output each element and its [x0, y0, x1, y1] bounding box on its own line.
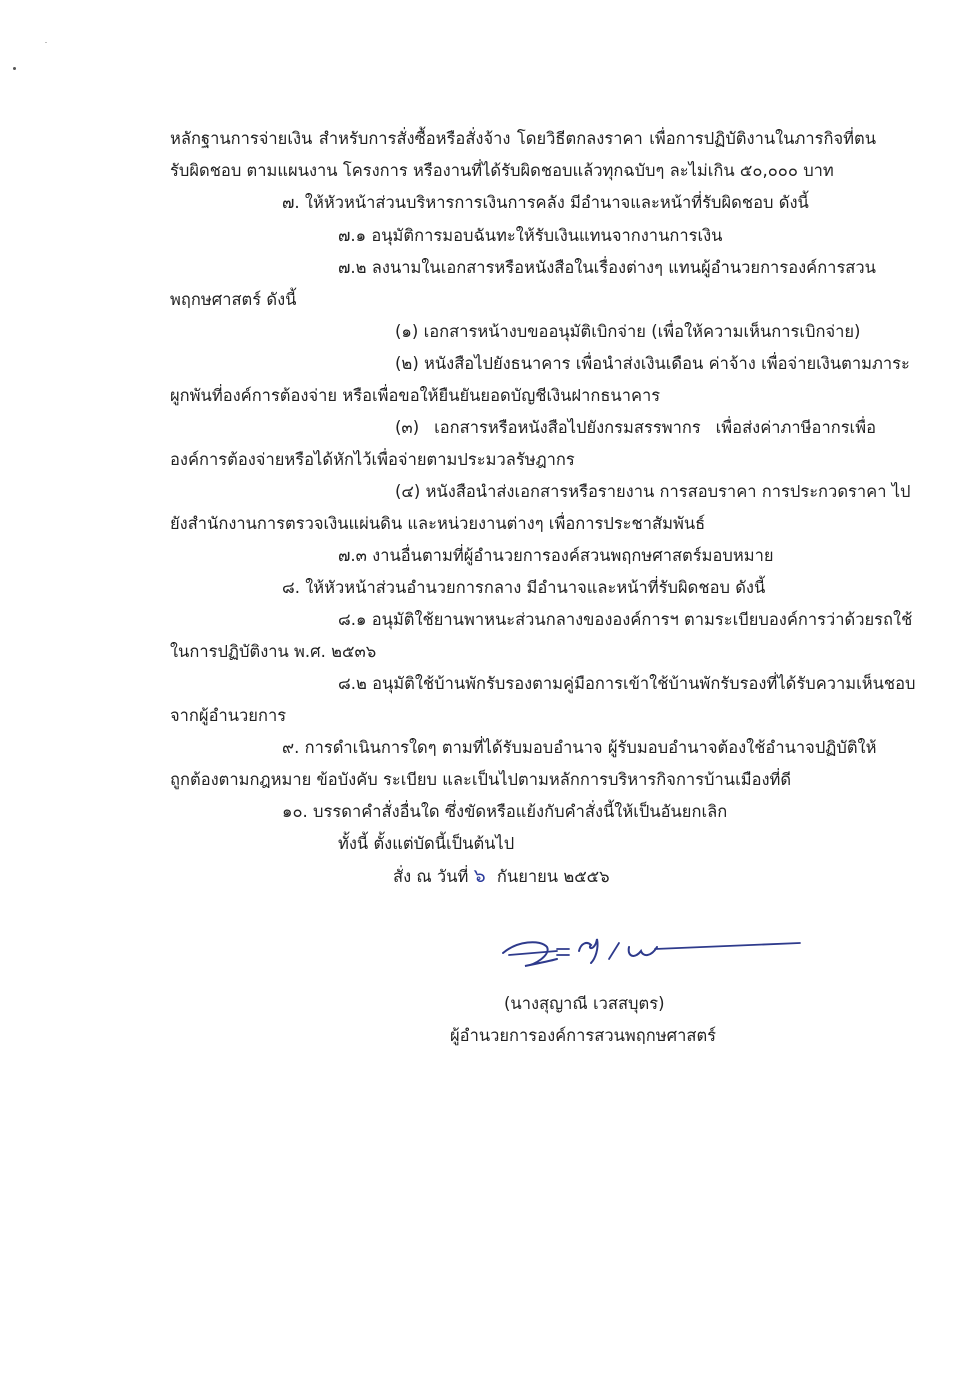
signatory-name: (นางสุญาณี เวสสบุตร) — [504, 994, 665, 1013]
signature-image — [495, 925, 805, 980]
paragraph-line: จากผู้อำนวยการ — [170, 706, 287, 725]
paragraph-line: พฤกษศาสตร์ ดังนี้ — [170, 290, 297, 309]
scan-speck — [13, 67, 16, 70]
date-month-year: กันยายน ๒๕๕๖ — [496, 867, 610, 886]
date-day-handwritten: ๖ — [473, 865, 486, 887]
clause-7-2-item-2: (๒) หนังสือไปยังธนาคาร เพื่อนำส่งเงินเดือน ค่าจ้าง เพื่อจ่ายเงินตามภาระ — [395, 354, 910, 373]
clause-10: ๑๐. บรรดาคำสั่งอื่นใด ซึ่งขัดหรือแย้งกับคำสั่งนี้ให้เป็นอันยกเลิก — [282, 802, 728, 821]
clause-8-2: ๘.๒ อนุมัติใช้บ้านพักรับรองตามคู่มือการเข้าใช้บ้านพักรับรองที่ได้รับความเห็นชอบ — [338, 674, 916, 693]
paragraph-line: ผูกพันที่องค์การต้องจ่าย หรือเพื่อขอให้ยืนยันยอดบัญชีเงินฝากธนาคาร — [170, 386, 661, 405]
scan-speck — [45, 42, 47, 43]
paragraph-line: องค์การต้องจ่ายหรือได้หักไว้เพื่อจ่ายตามประมวลรัษฎากร — [170, 450, 575, 469]
paragraph-line: ในการปฏิบัติงาน พ.ศ. ๒๕๓๖ — [170, 642, 377, 661]
paragraph-line: รับผิดชอบ ตามแผนงาน โครงการ หรืองานที่ได้รับผิดชอบแล้วทุกฉบับๆ ละไม่เกิน ๕๐,๐๐๐ บาท — [170, 161, 834, 180]
paragraph-line: ยังสำนักงานการตรวจเงินแผ่นดิน และหน่วยงานต่างๆ เพื่อการประชาสัมพันธ์ — [170, 514, 706, 533]
clause-7-3: ๗.๓ งานอื่นตามที่ผู้อำนวยการองค์สวนพฤกษศาสตร์มอบหมาย — [338, 546, 774, 565]
clause-7-1: ๗.๑ อนุมัติการมอบฉันทะให้รับเงินแทนจากงานการเงิน — [338, 226, 723, 245]
clause-9: ๙. การดำเนินการใดๆ ตามที่ได้รับมอบอำนาจ ผู้รับมอบอำนาจต้องใช้อำนาจปฏิบัติให้ — [282, 738, 877, 757]
paragraph-line: ถูกต้องตามกฎหมาย ข้อบังคับ ระเบียบ และเป็นไปตามหลักการบริหารกิจการบ้านเมืองที่ดี — [170, 770, 792, 789]
clause-8-heading: ๘. ให้หัวหน้าส่วนอำนวยการกลาง มีอำนาจและหน้าที่รับผิดชอบ ดังนี้ — [282, 578, 766, 597]
paragraph-line: หลักฐานการจ่ายเงิน สำหรับการสั่งซื้อหรือสั่งจ้าง โดยวิธีตกลงราคา เพื่อการปฏิบัติงานในภารกิจที่ตน — [170, 129, 876, 148]
clause-7-2: ๗.๒ ลงนามในเอกสารหรือหนังสือในเรื่องต่างๆ แทนผู้อำนวยการองค์การสวน — [338, 258, 876, 277]
clause-7-2-item-3: (๓) เอกสารหรือหนังสือไปยังกรมสรรพากร เพื่อส่งค่าภาษีอากรเพื่อ — [395, 418, 876, 437]
signatory-title: ผู้อำนวยการองค์การสวนพฤกษศาสตร์ — [450, 1026, 717, 1045]
clause-7-heading: ๗. ให้หัวหน้าส่วนบริหารการเงินการคลัง มีอำนาจและหน้าที่รับผิดชอบ ดังนี้ — [282, 193, 809, 212]
effective-statement: ทั้งนี้ ตั้งแต่บัดนี้เป็นต้นไป — [338, 834, 515, 853]
clause-8-1: ๘.๑ อนุมัติใช้ยานพาหนะส่วนกลางขององค์การฯ ตามระเบียบองค์การว่าด้วยรถใช้ — [338, 610, 913, 629]
date-prefix: สั่ง ณ วันที่ — [393, 867, 469, 886]
clause-7-2-item-1: (๑) เอกสารหน้างบขออนุมัติเบิกจ่าย (เพื่อให้ความเห็นการเบิกจ่าย) — [395, 322, 861, 341]
order-date — [393, 864, 610, 889]
clause-7-2-item-4: (๔) หนังสือนำส่งเอกสารหรือรายงาน การสอบราคา การประกวดราคา ไป — [395, 482, 911, 501]
